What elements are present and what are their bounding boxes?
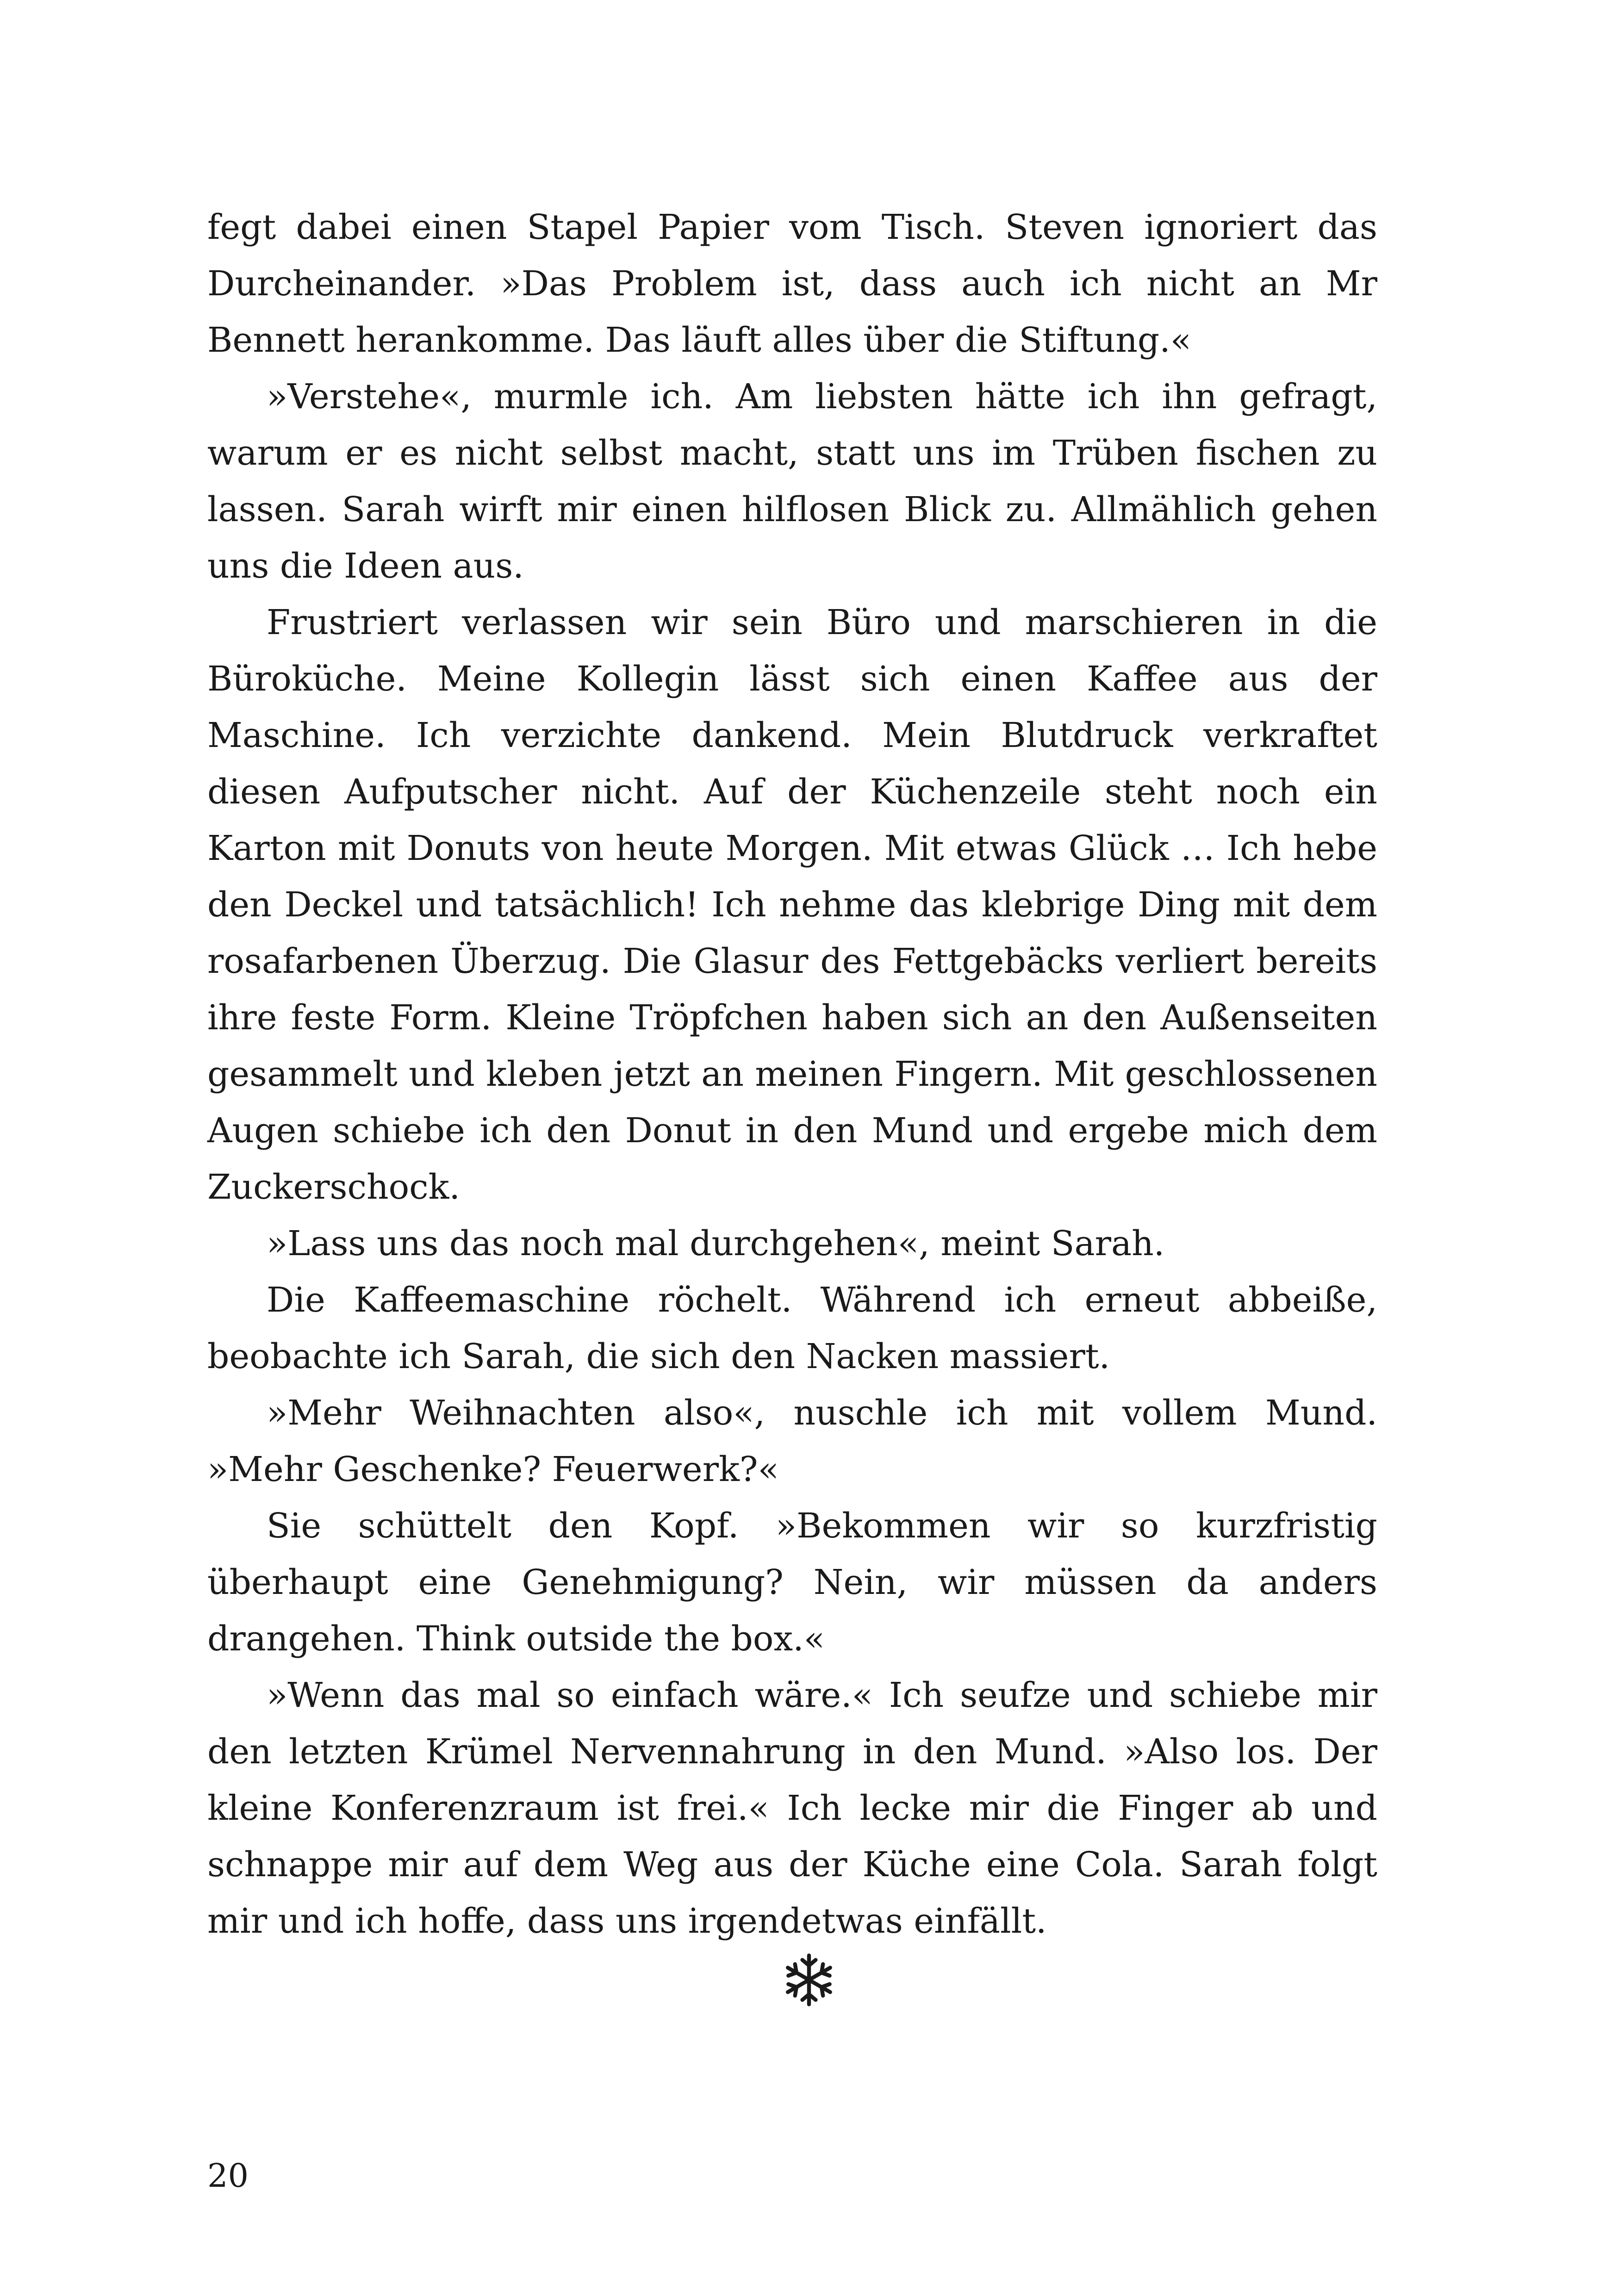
page-number: 20 <box>207 2157 249 2195</box>
paragraph-2: »Verstehe«, murmle ich. Am liebsten hätte ich ihn gefragt, warum er es nicht selbst macht, statt uns im Trüben fischen zu lassen. Sarah wirft mir einen hilflosen Blick zu. Allmählich gehen uns die Ideen aus. <box>207 377 1377 586</box>
paragraph-4: »Lass uns das noch mal durchgehen«, meint Sarah. <box>267 1224 1165 1263</box>
paragraph-1: fegt dabei einen Stapel Papier vom Tisch. Steven ignoriert das Durcheinander. »Das Problem ist, dass auch ich nicht an Mr Bennett herankomme. Das läuft alles über die Stiftung.« <box>207 207 1377 360</box>
paragraph-7: Sie schüttelt den Kopf. »Bekommen wir so kurzfristig überhaupt eine Genehmigung? Nein, wir müssen da anders drangehen. Think outside the box.« <box>207 1506 1377 1659</box>
body-text <box>207 199 1377 1949</box>
paragraph-5: Die Kaffeemaschine röchelt. Während ich erneut abbeiße, beobachte ich Sarah, die sich den Nacken massiert. <box>207 1280 1377 1376</box>
snowflake-icon <box>781 1952 837 2008</box>
paragraph-3: Frustriert verlassen wir sein Büro und marschieren in die Büroküche. Meine Kollegin lässt sich einen Kaffee aus der Maschine. Ich verzichte dankend. Mein Blutdruck verkraftet diesen Aufputscher nicht. Auf der Küchenzeile steht noch ein Karton mit Donuts von heute Morgen. Mit etwas Glück … Ich hebe den Deckel und tatsächlich! Ich nehme das klebrige Ding mit dem rosafarbenen Überzug. Die Glasur des Fettgebäcks verliert bereits ihre feste Form. Kleine Tröpfchen haben sich an den Außenseiten gesammelt und kleben jetzt an meinen Fingern. Mit geschlossenen Augen schiebe ich den Donut in den Mund und ergebe mich dem Zuckerschock. <box>207 603 1377 1207</box>
paragraph-8: »Wenn das mal so einfach wäre.« Ich seufze und schiebe mir den letzten Krümel Nervennahrung in den Mund. »Also los. Der kleine Konferenzraum ist frei.« Ich lecke mir die Finger ab und schnappe mir auf dem Weg aus der Küche eine Cola. Sarah folgt mir und ich hoffe, dass uns irgendetwas einfällt. <box>207 1675 1377 1941</box>
paragraph-6: »Mehr Weihnachten also«, nuschle ich mit vollem Mund. »Mehr Geschenke? Feuerwerk?« <box>207 1393 1377 1489</box>
